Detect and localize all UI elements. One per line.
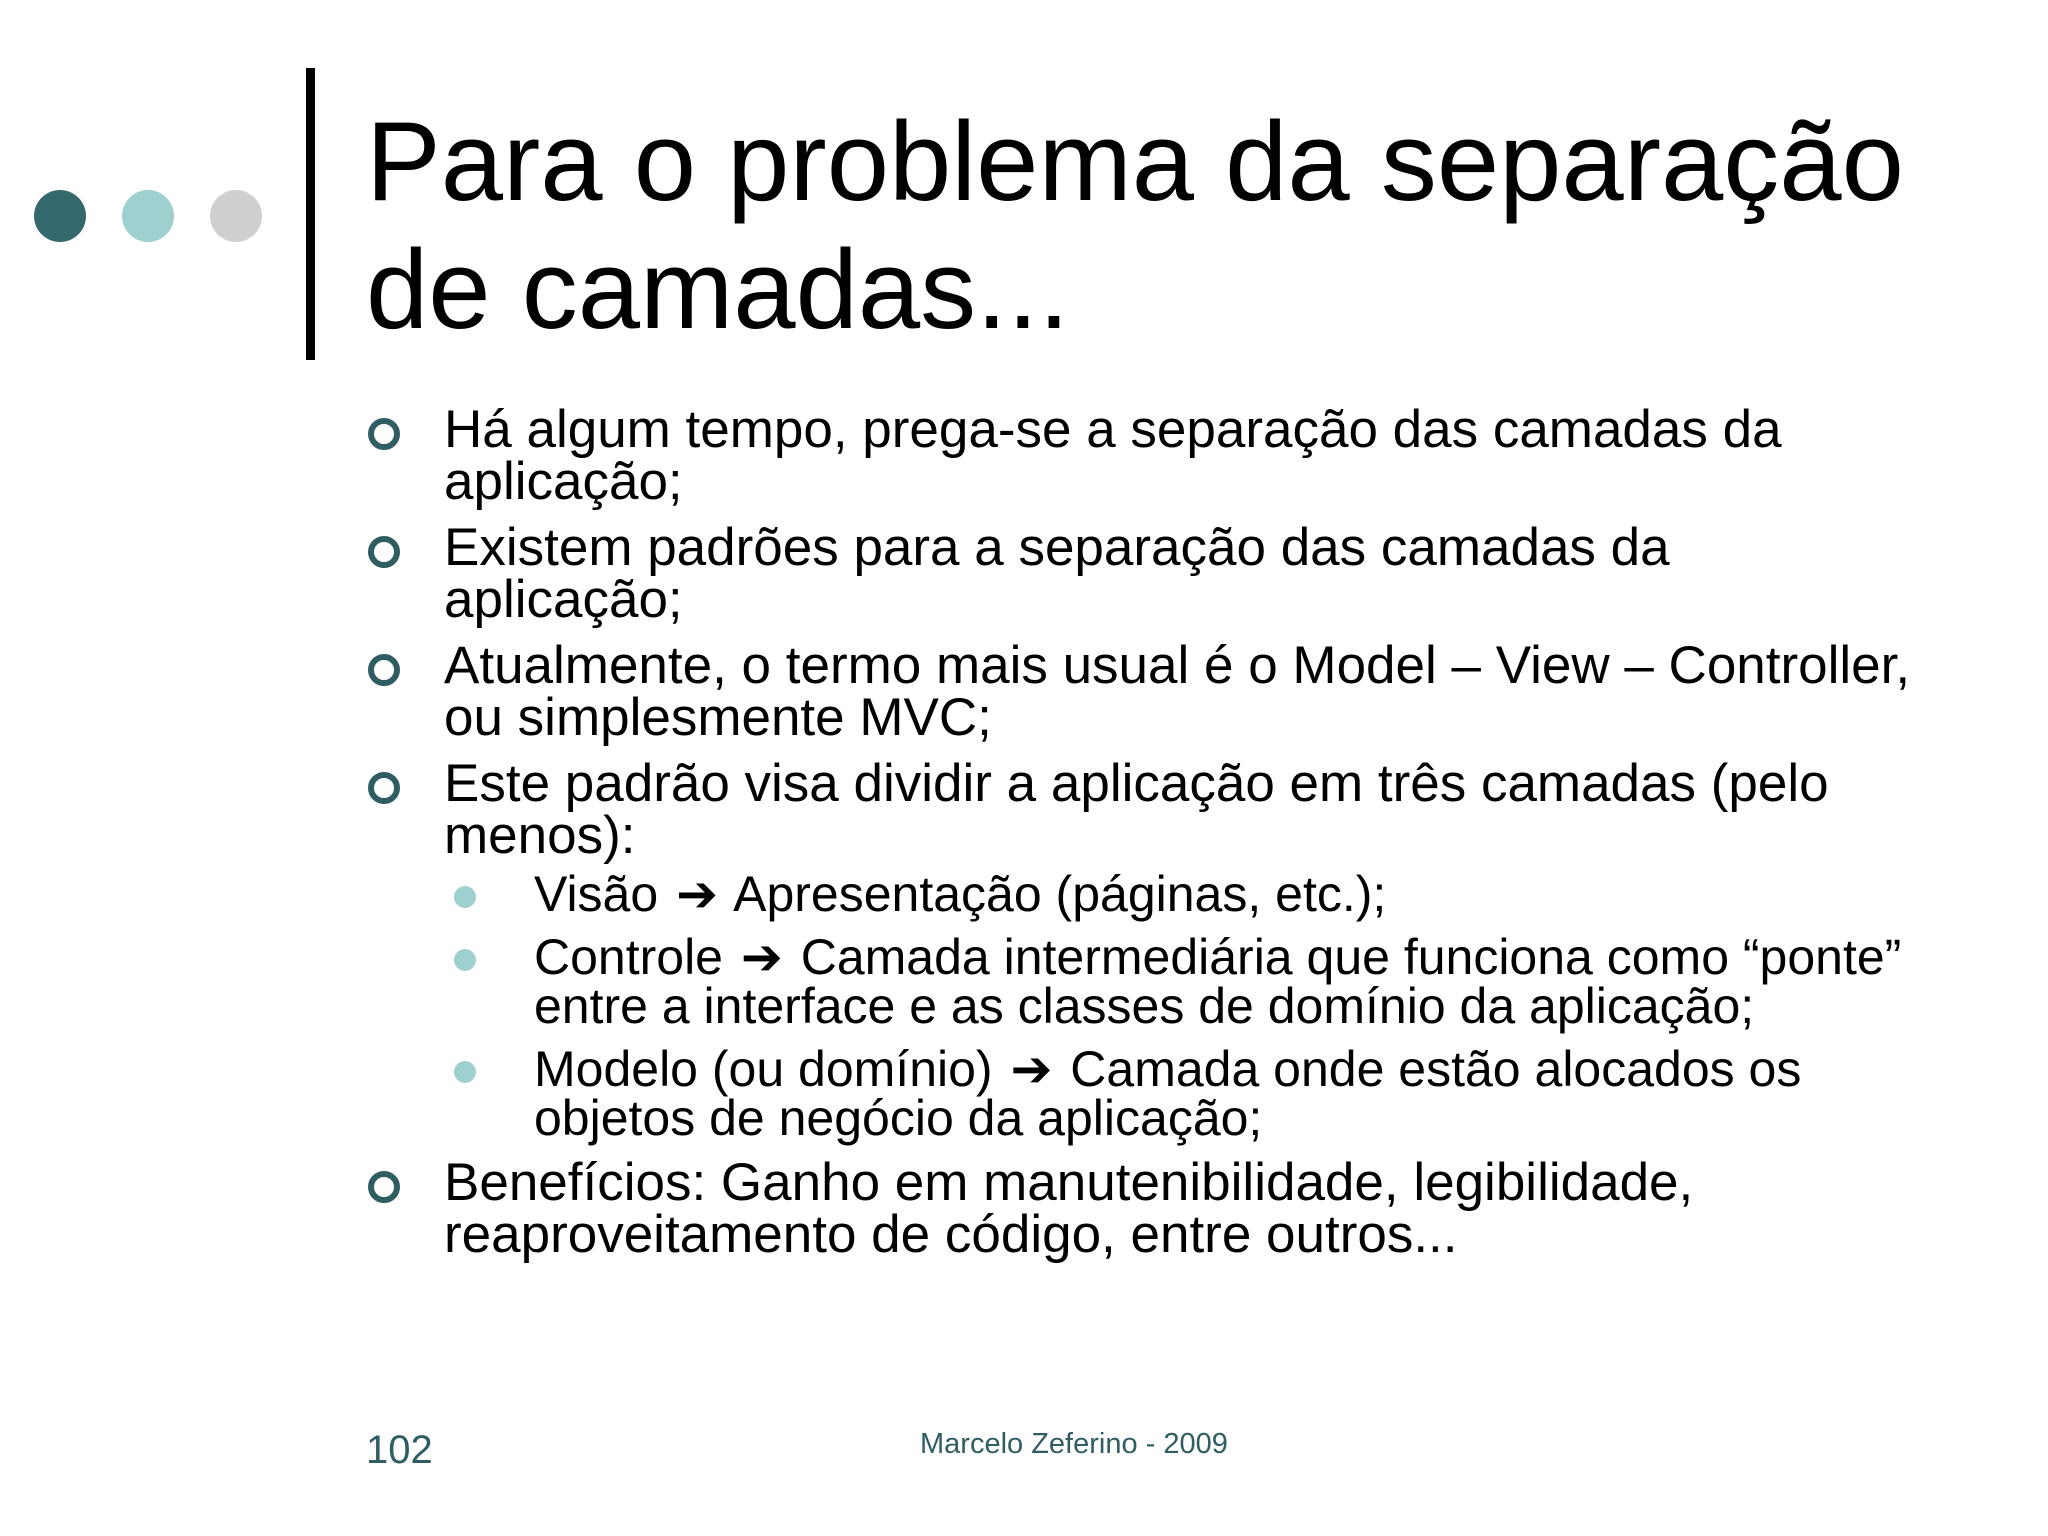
sub-bullet-item-visao	[444, 866, 1922, 922]
title-divider-bar	[306, 68, 315, 360]
decorative-dot-mid	[122, 190, 174, 242]
ring-bullet-icon	[368, 418, 400, 450]
dot-bullet-icon	[454, 949, 476, 971]
bullet-list	[362, 400, 1922, 1275]
decorative-dot-dark	[34, 190, 86, 242]
ring-bullet-icon	[368, 772, 400, 804]
right-arrow-icon: ➔	[1010, 1041, 1053, 1097]
bullet-item	[362, 518, 1922, 629]
dot-bullet-icon	[454, 1061, 476, 1083]
bullet-text: Há algum tempo, prega-se a separação das camadas da aplicação;	[444, 400, 1782, 511]
right-arrow-icon: ➔	[740, 929, 783, 985]
sub-bullet-term: Controle	[534, 929, 723, 985]
sub-bullet-description: Apresentação (páginas, etc.);	[733, 866, 1387, 922]
slide-title-line-1: Para o problema da separação	[366, 99, 1904, 224]
slide-title	[366, 98, 2006, 354]
sub-bullet-list	[444, 866, 1922, 1146]
bullet-text: Benefícios: Ganho em manutenibilidade, legibilidade, reaproveitamento de código, entre outros...	[444, 1153, 1694, 1264]
bullet-item	[362, 1153, 1922, 1264]
bullet-text: Este padrão visa dividir a aplicação em três camadas (pelo menos):	[444, 754, 1829, 865]
slide-title-line-2: de camadas...	[366, 227, 1070, 352]
ring-bullet-icon	[368, 1171, 400, 1203]
sub-bullet-term: Visão	[534, 866, 659, 922]
bullet-item	[362, 754, 1922, 1146]
sub-bullet-item-modelo	[444, 1041, 1922, 1146]
dot-bullet-icon	[454, 886, 476, 908]
ring-bullet-icon	[368, 536, 400, 568]
page-number: 102	[366, 1428, 433, 1472]
ring-bullet-icon	[368, 654, 400, 686]
right-arrow-icon: ➔	[676, 866, 718, 922]
sub-bullet-description: Camada onde estão alocados os objetos de negócio da aplicação;	[534, 1041, 1802, 1146]
sub-bullet-description: Camada intermediária que funciona como “ponte” entre a interface e as classes de domínio da aplicação;	[534, 929, 1902, 1034]
bullet-item	[362, 636, 1922, 747]
bullet-text: Atualmente, o termo mais usual é o Model – View – Controller, ou simplesmente MVC;	[444, 636, 1911, 747]
bullet-text: Existem padrões para a separação das camadas da aplicação;	[444, 518, 1670, 629]
sub-bullet-item-controle	[444, 929, 1922, 1034]
bullet-item	[362, 400, 1922, 511]
decorative-dot-light	[210, 190, 262, 242]
sub-bullet-term: Modelo (ou domínio)	[534, 1041, 993, 1097]
footer-author: Marcelo Zeferino - 2009	[920, 1428, 1228, 1460]
